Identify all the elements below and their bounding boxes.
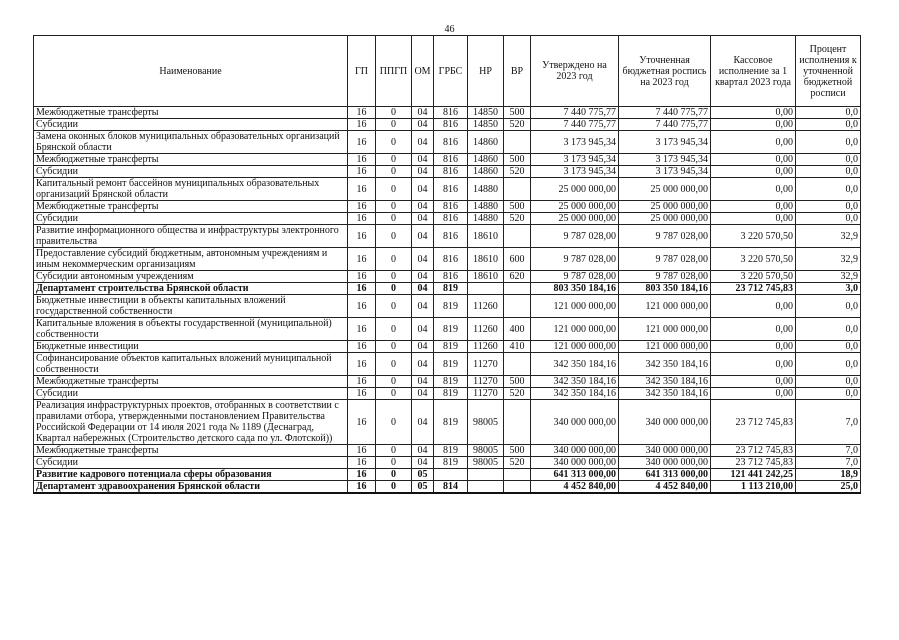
cell-gp: 16	[348, 445, 376, 457]
page-number: 46	[444, 24, 455, 35]
cell-om: 04	[412, 457, 434, 469]
cell-percent: 3,0	[796, 283, 861, 295]
cell-cash: 3 220 570,50	[711, 225, 796, 248]
cell-vr: 520	[504, 119, 531, 131]
cell-cash: 0,00	[711, 353, 796, 376]
cell-approved: 340 000 000,00	[531, 445, 619, 457]
cell-ppgp: 0	[376, 248, 412, 271]
header-gp: ГП	[348, 36, 376, 107]
cell-approved: 7 440 775,77	[531, 107, 619, 119]
cell-grbs	[434, 469, 468, 481]
cell-np	[468, 283, 504, 295]
header-cash: Кассовое исполнение за 1 квартал 2023 года	[711, 36, 796, 107]
cell-ppgp: 0	[376, 131, 412, 154]
cell-percent: 0,0	[796, 154, 861, 166]
cell-vr	[504, 131, 531, 154]
cell-cash: 0,00	[711, 213, 796, 225]
cell-name: Капитальные вложения в объекты государственной (муниципальной) собственности	[34, 318, 348, 341]
cell-vr: 500	[504, 154, 531, 166]
cell-np: 14860	[468, 154, 504, 166]
cell-ppgp: 0	[376, 388, 412, 400]
header-name: Наименование	[34, 36, 348, 107]
cell-gp: 16	[348, 154, 376, 166]
table-row	[34, 154, 861, 166]
cell-refined: 4 452 840,00	[619, 481, 711, 494]
cell-percent: 0,0	[796, 119, 861, 131]
cell-cash: 0,00	[711, 178, 796, 201]
cell-gp: 16	[348, 107, 376, 119]
cell-grbs: 814	[434, 481, 468, 494]
cell-vr: 600	[504, 248, 531, 271]
cell-refined: 342 350 184,16	[619, 353, 711, 376]
cell-grbs: 816	[434, 178, 468, 201]
cell-vr: 500	[504, 376, 531, 388]
header-approved: Утверждено на 2023 год	[531, 36, 619, 107]
table-row	[34, 445, 861, 457]
cell-np: 18610	[468, 248, 504, 271]
cell-om: 04	[412, 445, 434, 457]
cell-cash: 0,00	[711, 295, 796, 318]
cell-np: 14880	[468, 201, 504, 213]
cell-vr	[504, 178, 531, 201]
cell-percent: 0,0	[796, 353, 861, 376]
cell-gp: 16	[348, 131, 376, 154]
cell-name: Субсидии	[34, 213, 348, 225]
cell-gp: 16	[348, 225, 376, 248]
cell-gp: 16	[348, 341, 376, 353]
cell-np: 11270	[468, 353, 504, 376]
cell-refined: 121 000 000,00	[619, 318, 711, 341]
cell-np: 98005	[468, 400, 504, 445]
cell-percent: 7,0	[796, 400, 861, 445]
cell-grbs: 816	[434, 107, 468, 119]
cell-om: 04	[412, 225, 434, 248]
cell-gp: 16	[348, 271, 376, 283]
cell-np	[468, 481, 504, 494]
cell-grbs: 816	[434, 248, 468, 271]
cell-grbs: 816	[434, 166, 468, 178]
cell-ppgp: 0	[376, 283, 412, 295]
cell-vr: 620	[504, 271, 531, 283]
cell-approved: 7 440 775,77	[531, 119, 619, 131]
cell-om: 04	[412, 353, 434, 376]
cell-vr	[504, 283, 531, 295]
cell-approved: 340 000 000,00	[531, 400, 619, 445]
table-row	[34, 107, 861, 119]
cell-grbs: 816	[434, 271, 468, 283]
cell-gp: 16	[348, 481, 376, 494]
cell-refined: 340 000 000,00	[619, 457, 711, 469]
cell-name: Департамент здравоохранения Брянской области	[34, 481, 348, 494]
cell-name: Бюджетные инвестиции в объекты капитальных вложений государственной собственности	[34, 295, 348, 318]
cell-om: 04	[412, 400, 434, 445]
cell-grbs: 819	[434, 318, 468, 341]
cell-vr: 400	[504, 318, 531, 341]
cell-om: 04	[412, 154, 434, 166]
cell-grbs: 819	[434, 341, 468, 353]
cell-om: 04	[412, 119, 434, 131]
cell-ppgp: 0	[376, 481, 412, 494]
cell-vr	[504, 225, 531, 248]
cell-approved: 3 173 945,34	[531, 166, 619, 178]
cell-percent: 0,0	[796, 107, 861, 119]
cell-approved: 4 452 840,00	[531, 481, 619, 494]
table-row	[34, 178, 861, 201]
cell-name: Развитие кадрового потенциала сферы образования	[34, 469, 348, 481]
table-row	[34, 248, 861, 271]
cell-approved: 9 787 028,00	[531, 225, 619, 248]
cell-percent: 0,0	[796, 295, 861, 318]
cell-approved: 342 350 184,16	[531, 376, 619, 388]
cell-approved: 9 787 028,00	[531, 248, 619, 271]
table-row	[34, 469, 861, 481]
cell-np: 18610	[468, 271, 504, 283]
cell-name: Капитальный ремонт бассейнов муниципальных образовательных организаций Брянской области	[34, 178, 348, 201]
cell-name: Софинансирование объектов капитальных вложений муниципальной собственности	[34, 353, 348, 376]
cell-refined: 25 000 000,00	[619, 201, 711, 213]
cell-cash: 121 441 242,25	[711, 469, 796, 481]
cell-percent: 32,9	[796, 248, 861, 271]
cell-grbs: 816	[434, 213, 468, 225]
table-row	[34, 353, 861, 376]
cell-om: 04	[412, 213, 434, 225]
cell-name: Субсидии	[34, 166, 348, 178]
cell-cash: 0,00	[711, 154, 796, 166]
table-row	[34, 457, 861, 469]
cell-name: Субсидии автономным учреждениям	[34, 271, 348, 283]
table-row	[34, 376, 861, 388]
cell-om: 05	[412, 469, 434, 481]
cell-name: Субсидии	[34, 119, 348, 131]
cell-gp: 16	[348, 457, 376, 469]
cell-approved: 25 000 000,00	[531, 213, 619, 225]
cell-ppgp: 0	[376, 318, 412, 341]
cell-percent: 0,0	[796, 388, 861, 400]
header-percent: Процент исполнения к уточненной бюджетной росписи	[796, 36, 861, 107]
cell-cash: 0,00	[711, 318, 796, 341]
cell-percent: 0,0	[796, 318, 861, 341]
cell-om: 04	[412, 318, 434, 341]
cell-np: 11270	[468, 388, 504, 400]
cell-ppgp: 0	[376, 166, 412, 178]
cell-name: Департамент строительства Брянской области	[34, 283, 348, 295]
cell-ppgp: 0	[376, 107, 412, 119]
cell-np: 14880	[468, 213, 504, 225]
cell-np: 14860	[468, 131, 504, 154]
cell-percent: 25,0	[796, 481, 861, 494]
cell-percent: 7,0	[796, 457, 861, 469]
cell-gp: 16	[348, 318, 376, 341]
cell-vr	[504, 400, 531, 445]
cell-refined: 340 000 000,00	[619, 445, 711, 457]
cell-om: 04	[412, 388, 434, 400]
cell-percent: 32,9	[796, 225, 861, 248]
cell-gp: 16	[348, 283, 376, 295]
header-vr: ВР	[504, 36, 531, 107]
cell-vr: 500	[504, 201, 531, 213]
cell-ppgp: 0	[376, 271, 412, 283]
cell-np: 14850	[468, 119, 504, 131]
cell-refined: 641 313 000,00	[619, 469, 711, 481]
cell-name: Межбюджетные трансферты	[34, 154, 348, 166]
cell-refined: 9 787 028,00	[619, 271, 711, 283]
cell-cash: 0,00	[711, 341, 796, 353]
cell-grbs: 819	[434, 388, 468, 400]
cell-refined: 121 000 000,00	[619, 341, 711, 353]
header-refined: Уточненная бюджетная роспись на 2023 год	[619, 36, 711, 107]
cell-ppgp: 0	[376, 400, 412, 445]
cell-grbs: 819	[434, 283, 468, 295]
header-row	[34, 36, 861, 107]
header-grbs: ГРБС	[434, 36, 468, 107]
table-row	[34, 283, 861, 295]
cell-refined: 340 000 000,00	[619, 400, 711, 445]
cell-grbs: 816	[434, 131, 468, 154]
cell-approved: 3 173 945,34	[531, 154, 619, 166]
header-om: ОМ	[412, 36, 434, 107]
cell-ppgp: 0	[376, 445, 412, 457]
cell-refined: 7 440 775,77	[619, 107, 711, 119]
cell-percent: 7,0	[796, 445, 861, 457]
cell-percent: 0,0	[796, 178, 861, 201]
cell-om: 05	[412, 481, 434, 494]
cell-refined: 3 173 945,34	[619, 166, 711, 178]
header-ppgp: ППГП	[376, 36, 412, 107]
cell-om: 04	[412, 248, 434, 271]
cell-vr	[504, 469, 531, 481]
cell-ppgp: 0	[376, 341, 412, 353]
table-row	[34, 131, 861, 154]
cell-refined: 25 000 000,00	[619, 178, 711, 201]
cell-gp: 16	[348, 388, 376, 400]
cell-grbs: 819	[434, 457, 468, 469]
cell-grbs: 819	[434, 353, 468, 376]
cell-om: 04	[412, 131, 434, 154]
cell-om: 04	[412, 295, 434, 318]
cell-approved: 641 313 000,00	[531, 469, 619, 481]
cell-percent: 0,0	[796, 166, 861, 178]
cell-gp: 16	[348, 376, 376, 388]
cell-cash: 23 712 745,83	[711, 445, 796, 457]
cell-approved: 9 787 028,00	[531, 271, 619, 283]
cell-ppgp: 0	[376, 469, 412, 481]
cell-approved: 25 000 000,00	[531, 178, 619, 201]
cell-ppgp: 0	[376, 353, 412, 376]
cell-cash: 23 712 745,83	[711, 283, 796, 295]
cell-percent: 18,9	[796, 469, 861, 481]
cell-refined: 342 350 184,16	[619, 388, 711, 400]
cell-cash: 0,00	[711, 376, 796, 388]
table-row	[34, 213, 861, 225]
cell-refined: 342 350 184,16	[619, 376, 711, 388]
cell-name: Межбюджетные трансферты	[34, 107, 348, 119]
cell-vr: 520	[504, 213, 531, 225]
table-row	[34, 341, 861, 353]
cell-vr: 520	[504, 166, 531, 178]
cell-name: Развитие информационного общества и инфраструктуры электронного правительства	[34, 225, 348, 248]
cell-om: 04	[412, 178, 434, 201]
cell-gp: 16	[348, 353, 376, 376]
cell-approved: 25 000 000,00	[531, 201, 619, 213]
cell-grbs: 819	[434, 295, 468, 318]
cell-cash: 3 220 570,50	[711, 271, 796, 283]
cell-cash: 23 712 745,83	[711, 457, 796, 469]
cell-gp: 16	[348, 295, 376, 318]
table-row	[34, 295, 861, 318]
cell-np: 98005	[468, 457, 504, 469]
cell-name: Бюджетные инвестиции	[34, 341, 348, 353]
table-row	[34, 481, 861, 494]
cell-gp: 16	[348, 119, 376, 131]
cell-ppgp: 0	[376, 178, 412, 201]
cell-refined: 803 350 184,16	[619, 283, 711, 295]
cell-name: Межбюджетные трансферты	[34, 445, 348, 457]
table-body	[34, 107, 861, 494]
cell-ppgp: 0	[376, 225, 412, 248]
table-row	[34, 225, 861, 248]
cell-gp: 16	[348, 213, 376, 225]
cell-ppgp: 0	[376, 213, 412, 225]
cell-cash: 0,00	[711, 107, 796, 119]
cell-cash: 0,00	[711, 131, 796, 154]
cell-ppgp: 0	[376, 119, 412, 131]
cell-percent: 0,0	[796, 201, 861, 213]
cell-vr	[504, 481, 531, 494]
cell-refined: 3 173 945,34	[619, 154, 711, 166]
cell-om: 04	[412, 271, 434, 283]
cell-approved: 340 000 000,00	[531, 457, 619, 469]
cell-om: 04	[412, 166, 434, 178]
cell-refined: 3 173 945,34	[619, 131, 711, 154]
cell-np: 11260	[468, 295, 504, 318]
cell-name: Реализация инфраструктурных проектов, отобранных в соответствии с правилами отбора, утвержденными постановлением Правительства Российской Федерации от 14 июля 2021 года № 1189 (Деснаград, Квартал набережных (Строительство детского сада по ул. Флотской))	[34, 400, 348, 445]
cell-name: Замена оконных блоков муниципальных образовательных организаций Брянской области	[34, 131, 348, 154]
cell-vr: 500	[504, 107, 531, 119]
cell-grbs: 816	[434, 154, 468, 166]
cell-gp: 16	[348, 400, 376, 445]
cell-ppgp: 0	[376, 457, 412, 469]
cell-np: 11260	[468, 318, 504, 341]
cell-ppgp: 0	[376, 154, 412, 166]
cell-cash: 23 712 745,83	[711, 400, 796, 445]
cell-np: 11270	[468, 376, 504, 388]
cell-grbs: 816	[434, 119, 468, 131]
cell-grbs: 819	[434, 376, 468, 388]
cell-refined: 9 787 028,00	[619, 225, 711, 248]
cell-np: 18610	[468, 225, 504, 248]
cell-cash: 0,00	[711, 388, 796, 400]
table-row	[34, 119, 861, 131]
cell-name: Межбюджетные трансферты	[34, 201, 348, 213]
cell-om: 04	[412, 341, 434, 353]
cell-percent: 0,0	[796, 376, 861, 388]
cell-percent: 0,0	[796, 213, 861, 225]
cell-cash: 0,00	[711, 166, 796, 178]
cell-np	[468, 469, 504, 481]
cell-om: 04	[412, 201, 434, 213]
cell-refined: 7 440 775,77	[619, 119, 711, 131]
cell-om: 04	[412, 283, 434, 295]
cell-grbs: 816	[434, 225, 468, 248]
cell-om: 04	[412, 107, 434, 119]
cell-vr: 520	[504, 388, 531, 400]
cell-approved: 3 173 945,34	[531, 131, 619, 154]
cell-vr: 520	[504, 457, 531, 469]
cell-np: 14860	[468, 166, 504, 178]
cell-np: 14850	[468, 107, 504, 119]
cell-vr: 410	[504, 341, 531, 353]
cell-name: Предоставление субсидий бюджетным, автономным учреждениям и иным некоммерческим организациям	[34, 248, 348, 271]
cell-np: 98005	[468, 445, 504, 457]
cell-cash: 0,00	[711, 119, 796, 131]
cell-percent: 32,9	[796, 271, 861, 283]
cell-refined: 25 000 000,00	[619, 213, 711, 225]
cell-gp: 16	[348, 201, 376, 213]
cell-gp: 16	[348, 178, 376, 201]
cell-approved: 342 350 184,16	[531, 388, 619, 400]
cell-cash: 0,00	[711, 201, 796, 213]
cell-vr	[504, 353, 531, 376]
table-row	[34, 166, 861, 178]
cell-name: Субсидии	[34, 457, 348, 469]
cell-gp: 16	[348, 248, 376, 271]
cell-cash: 3 220 570,50	[711, 248, 796, 271]
budget-table	[33, 35, 861, 494]
cell-np: 14880	[468, 178, 504, 201]
table-row	[34, 271, 861, 283]
cell-gp: 16	[348, 166, 376, 178]
cell-ppgp: 0	[376, 376, 412, 388]
cell-name: Межбюджетные трансферты	[34, 376, 348, 388]
cell-om: 04	[412, 376, 434, 388]
cell-grbs: 819	[434, 445, 468, 457]
cell-vr: 500	[504, 445, 531, 457]
table-row	[34, 400, 861, 445]
cell-refined: 121 000 000,00	[619, 295, 711, 318]
cell-ppgp: 0	[376, 201, 412, 213]
cell-ppgp: 0	[376, 295, 412, 318]
cell-approved: 121 000 000,00	[531, 295, 619, 318]
cell-gp: 16	[348, 469, 376, 481]
cell-percent: 0,0	[796, 341, 861, 353]
cell-cash: 1 113 210,00	[711, 481, 796, 494]
cell-grbs: 819	[434, 400, 468, 445]
cell-approved: 342 350 184,16	[531, 353, 619, 376]
cell-grbs: 816	[434, 201, 468, 213]
table-row	[34, 318, 861, 341]
table-row	[34, 201, 861, 213]
header-np: НР	[468, 36, 504, 107]
cell-approved: 121 000 000,00	[531, 341, 619, 353]
cell-vr	[504, 295, 531, 318]
cell-refined: 9 787 028,00	[619, 248, 711, 271]
cell-percent: 0,0	[796, 131, 861, 154]
table-row	[34, 388, 861, 400]
cell-name: Субсидии	[34, 388, 348, 400]
cell-np: 11260	[468, 341, 504, 353]
cell-approved: 121 000 000,00	[531, 318, 619, 341]
cell-approved: 803 350 184,16	[531, 283, 619, 295]
